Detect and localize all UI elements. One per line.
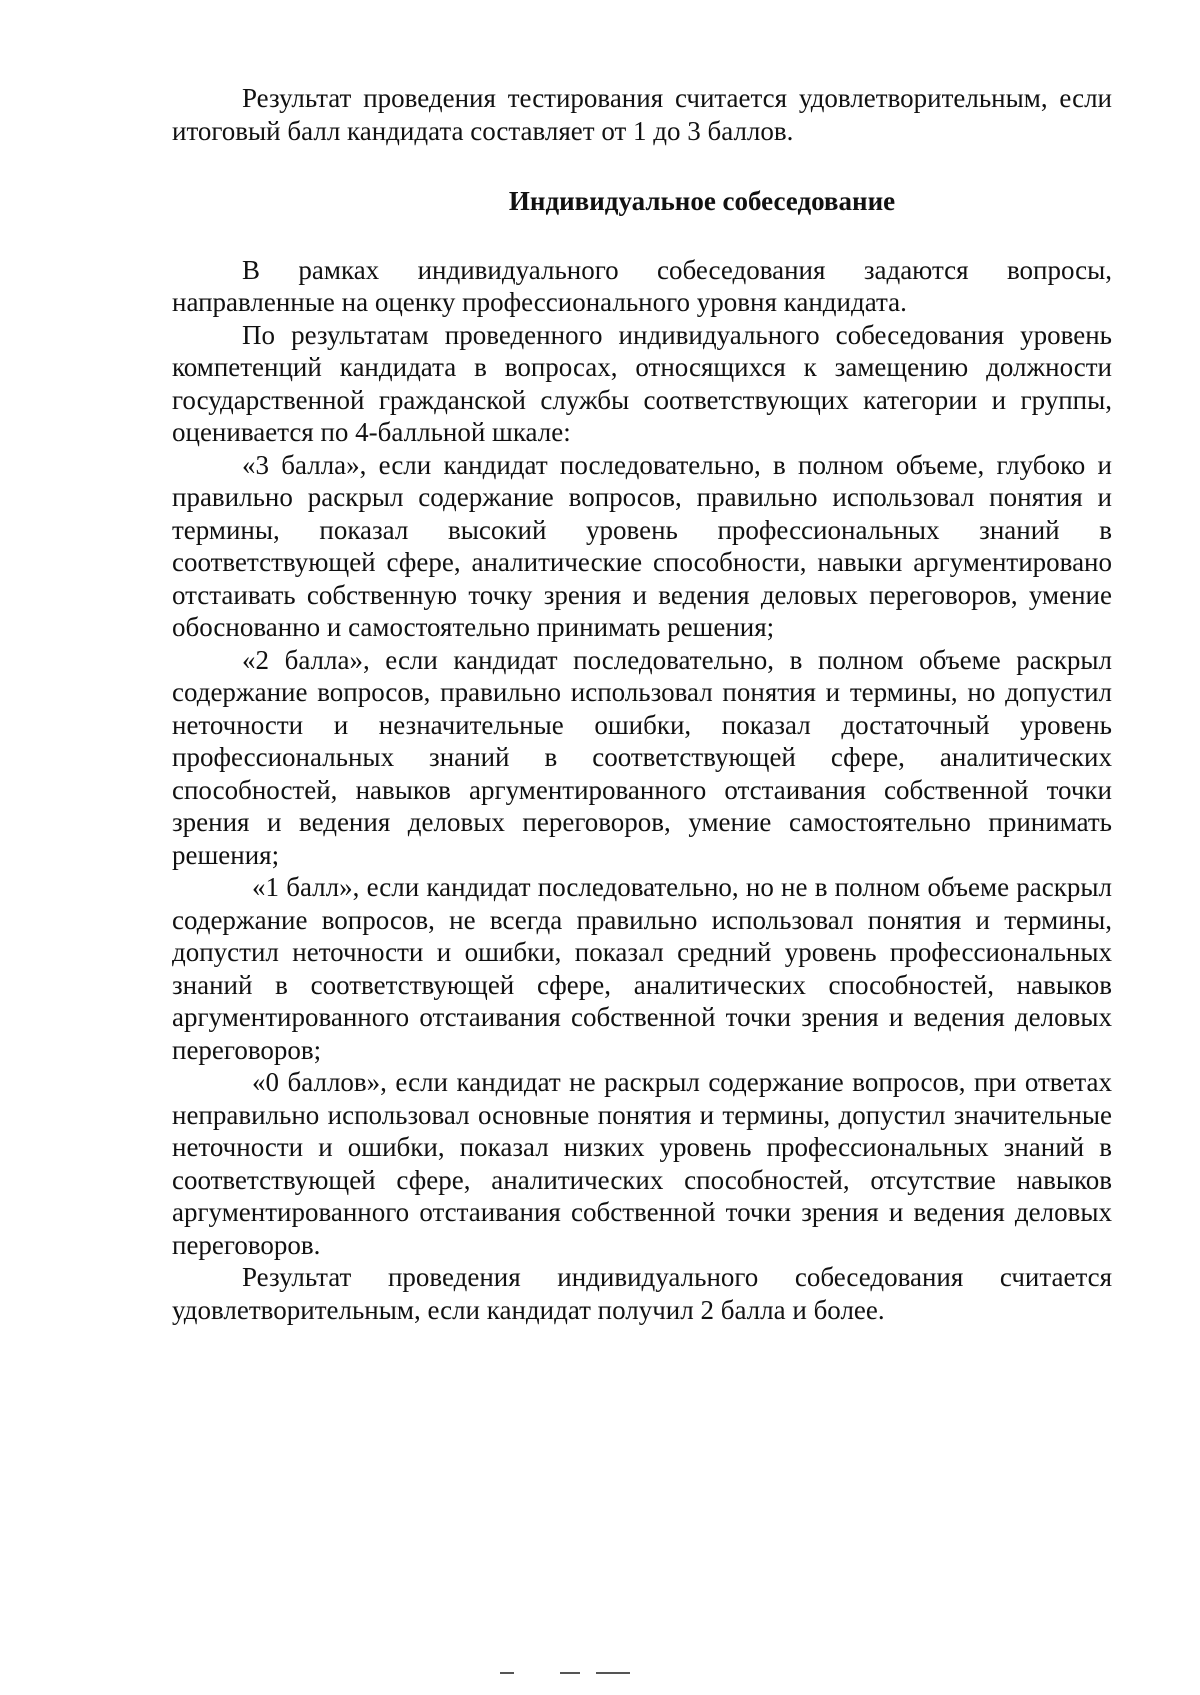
paragraph-score-1: «1 балл», если кандидат последовательно, но не в полном объеме раскрыл содержание вопросов, не всегда правильно использовал понятия и термины, допустил неточности и ошибки, показал средний уровень профессиональных знаний в соответствующей сфере, аналитических способностей, навыков аргументированного отстаивания собственной точки зрения и ведения деловых переговоров; xyxy=(172,872,1112,1065)
scan-mark xyxy=(596,1672,630,1674)
paragraph-testing-result: Результат проведения тестирования считается удовлетворительным, если итоговый балл кандидата составляет от 1 до 3 баллов. xyxy=(172,83,1112,146)
section-heading: Индивидуальное собеседование xyxy=(508,186,896,216)
paragraph-score-0: «0 баллов», если кандидат не раскрыл содержание вопросов, при ответах неправильно использовал основные понятия и термины, допустил значительные неточности и ошибки, показал низких уровень профессиональных знаний в соответствующей сфере, аналитических способностей, отсутствие навыков аргументированного отстаивания собственной точки зрения и ведения деловых переговоров. xyxy=(172,1067,1112,1260)
document-page xyxy=(172,82,1112,1326)
paragraph-score-2: «2 балла», если кандидат последовательно, в полном объеме раскрыл содержание вопросов, правильно использовал понятия и термины, но допустил неточности и незначительные ошибки, показал достаточный уровень профессиональных знаний в соответствующей сфере, аналитических способностей, навыков аргументированного отстаивания собственной точки зрения и ведения деловых переговоров, умение самостоятельно принимать решения; xyxy=(172,644,1112,870)
scan-mark xyxy=(560,1672,580,1674)
paragraph-scoring-scale: По результатам проведенного индивидуального собеседования уровень компетенций кандидата в вопросах, относящихся к замещению должности государственной гражданской службы соответствующих категории и группы, оценивается по 4-балльной шкале: xyxy=(172,319,1112,447)
paragraph-interview-result: Результат проведения индивидуального собеседования считается удовлетворительным, если кандидат получил 2 балла и более. xyxy=(172,1262,1112,1325)
paragraph-score-3: «3 балла», если кандидат последовательно, в полном объеме, глубоко и правильно раскрыл содержание вопросов, правильно использовал понятия и термины, показал высокий уровень профессиональных знаний в соответствующей сфере, аналитические способности, навыки аргументировано отстаивать собственную точку зрения и ведения деловых переговоров, умение обоснованно и самостоятельно принимать решения; xyxy=(172,449,1112,642)
scan-artifacts xyxy=(0,1672,1200,1682)
scan-mark xyxy=(500,1672,514,1674)
paragraph-interview-intro: В рамках индивидуального собеседования задаются вопросы, направленные на оценку профессионального уровня кандидата. xyxy=(172,254,1112,317)
